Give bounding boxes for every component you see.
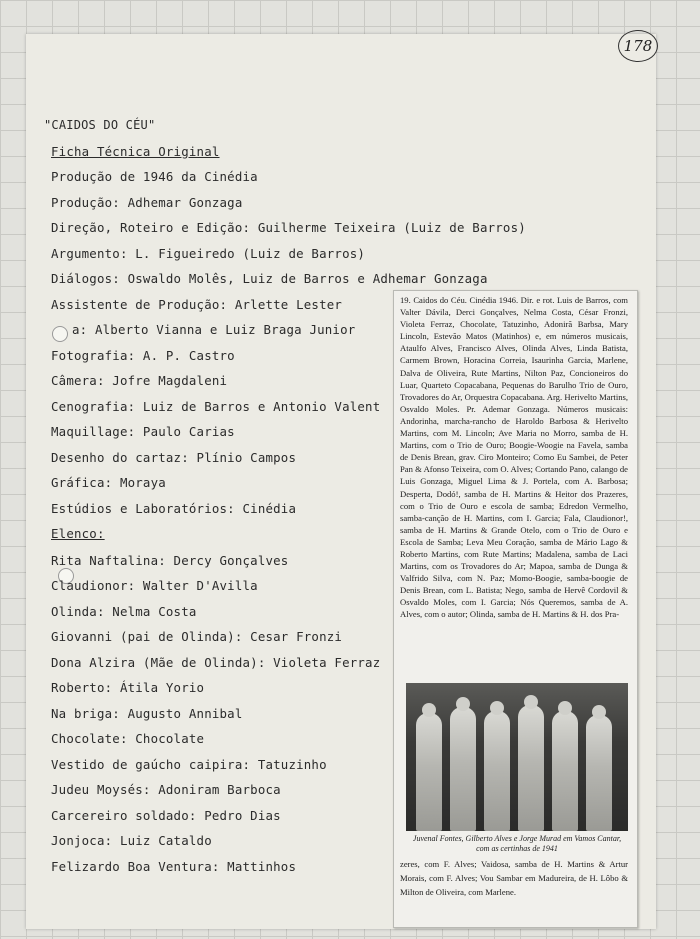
credit-line: Maquillage: Paulo Carias (51, 424, 235, 439)
photo-figure-head (592, 705, 606, 719)
photo-caption: Juvenal Fontes, Gilberto Alves e Jorge Murad em Vamos Cantar, com as certinhas de 1941 (412, 834, 622, 853)
photo-figure (586, 715, 612, 831)
credit-line: a: Alberto Vianna e Luiz Braga Junior (72, 322, 356, 337)
credit-line: Cenografia: Luiz de Barros e Antonio Valent (51, 399, 381, 414)
photo-figure-head (490, 701, 504, 715)
credit-line: Diálogos: Oswaldo Molês, Luiz de Barros e Adhemar Gonzaga (51, 271, 488, 286)
cast-line: Felizardo Boa Ventura: Mattinhos (51, 859, 297, 874)
photo-figure (450, 707, 476, 831)
credit-line: Fotografia: A. P. Castro (51, 348, 235, 363)
photo-figure-head (524, 695, 538, 709)
cast-line: Carcereiro soldado: Pedro Dias (51, 808, 281, 823)
cast-line: Claudionor: Walter D'Avilla (51, 578, 258, 593)
photo-figure (552, 711, 578, 831)
photo-figure (416, 713, 442, 831)
credit-line: Produção: Adhemar Gonzaga (51, 195, 243, 210)
credit-line: Argumento: L. Figueiredo (Luiz de Barros) (51, 246, 366, 261)
photo-figure-head (558, 701, 572, 715)
credit-line: Direção, Roteiro e Edição: Guilherme Teixeira (Luiz de Barros) (51, 220, 526, 235)
credit-line: Assistente de Produção: Arlette Lester (51, 297, 343, 312)
credit-line: Desenho do cartaz: Plínio Campos (51, 450, 297, 465)
cast-line: Vestido de gaúcho caipira: Tatuzinho (51, 757, 327, 772)
cast-line: Olinda: Nelma Costa (51, 604, 197, 619)
cast-line: Jonjoca: Luiz Cataldo (51, 833, 212, 848)
credit-line: Câmera: Jofre Magdaleni (51, 373, 228, 388)
punch-hole (52, 326, 68, 342)
section-heading: Ficha Técnica Original (51, 144, 220, 159)
clipping-text: 19. Caidos do Céu. Cinédia 1946. Dir. e rot. Luis de Barros, com Valter Dávila, Derci Gonçalves, Nelma Costa, César Fronzi, Violeta Ferraz, Chocolate, Tatuzinho, Adonirã Barbsa, Mary Lincoln, Estevão Matos (Matinhos) e, em números musicais, Ataulfo Alves, Francisco Alves, Olinda Alves, Linda Batista, Carmem Brown, Horacina Correia, Isaurinha Garcia, Marlene, Dalva de Oliveira, Rute Martins, Nilton Paz, Concioneiros do Luar, Quarteto Copacabana, Pequenas do Barulho Trio de Ouro, Trovadores do Ar, Orquestra Copacabana. Arg. Herivelto Martins, Osvaldo Moles. Pr. Ademar Gonzaga. Números musicais: Andorinha, marcha-rancho de Haroldo Barbosa & Herivelto Martins, com M. Lincoln; Ave Maria no Morro, samba de H. Martins, com o Trio de Ouro; Boogie-Woogie na Favela, samba de Denis Brean, grav. Ciro Monteiro; Como Eu Sambei, de Peter Pan & Afonso Teixeira, com O. Alves; Cortando Pano, calango de Luis Gonzaga, Miguel Lima & J. Portela, com A. Barbosa; Desperta, Dodó!, samba de H. Martins & Heitor dos Prazeres, com o Trio de Ouro e escola de samba; Edredon Vermelho, samba-canção de H. Martins, com I. Garcia; Fala, Claudionor!, samba de H. Martins & Grande Otelo, com o Trio de Ouro e Escola de Samba; Leva Meu Coração, samba de Mário Lago & Roberto Martins, com Rute Martins; Madalena, samba de Laci Martins, com os Trovadores do Ar; Mapoa, samba de Dunga & Valfrido Silva, com N. Paz; Momo-Boogie, samba-boogie de Denis Brean, com L. Batista; Nego, samba de Hervê Cordovil & Osvaldo Moles, com I. Garcia; Nós Queremos, samba de A. Alves, com o autor; Olinda, samba de H. Martins & H. dos Pra- (400, 295, 628, 620)
cast-line: Chocolate: Chocolate (51, 731, 205, 746)
photo-figure (484, 711, 510, 831)
document-title: "CAIDOS DO CÉU" (44, 118, 156, 132)
cast-line: Roberto: Átila Yorio (51, 680, 205, 695)
photo-figure (518, 705, 544, 831)
cast-heading: Elenco: (51, 526, 105, 541)
clipping-tail-text: zeres, com F. Alves; Vaidosa, samba de H. Martins & Artur Morais, com F. Alves; Vou Sambar em Madureira, de H. Lôbo & Milton de Oliveira, com Marlene. (400, 859, 628, 897)
photo-figure-head (456, 697, 470, 711)
cast-line: Judeu Moysés: Adoniram Barboca (51, 782, 281, 797)
cast-line: Dona Alzira (Mãe de Olinda): Violeta Ferraz (51, 655, 381, 670)
credit-line: Estúdios e Laboratórios: Cinédia (51, 501, 297, 516)
cast-line: Rita Naftalina: Dercy Gonçalves (51, 553, 289, 568)
newspaper-clipping (393, 290, 638, 928)
cast-line: Giovanni (pai de Olinda): Cesar Fronzi (51, 629, 343, 644)
clipping-photo (406, 683, 628, 831)
photo-figure-head (422, 703, 436, 717)
credit-line: Produção de 1946 da Cinédia (51, 169, 258, 184)
credit-line: Gráfica: Moraya (51, 475, 166, 490)
page-number-stamp: 178 (618, 30, 658, 62)
cast-line: Na briga: Augusto Annibal (51, 706, 243, 721)
